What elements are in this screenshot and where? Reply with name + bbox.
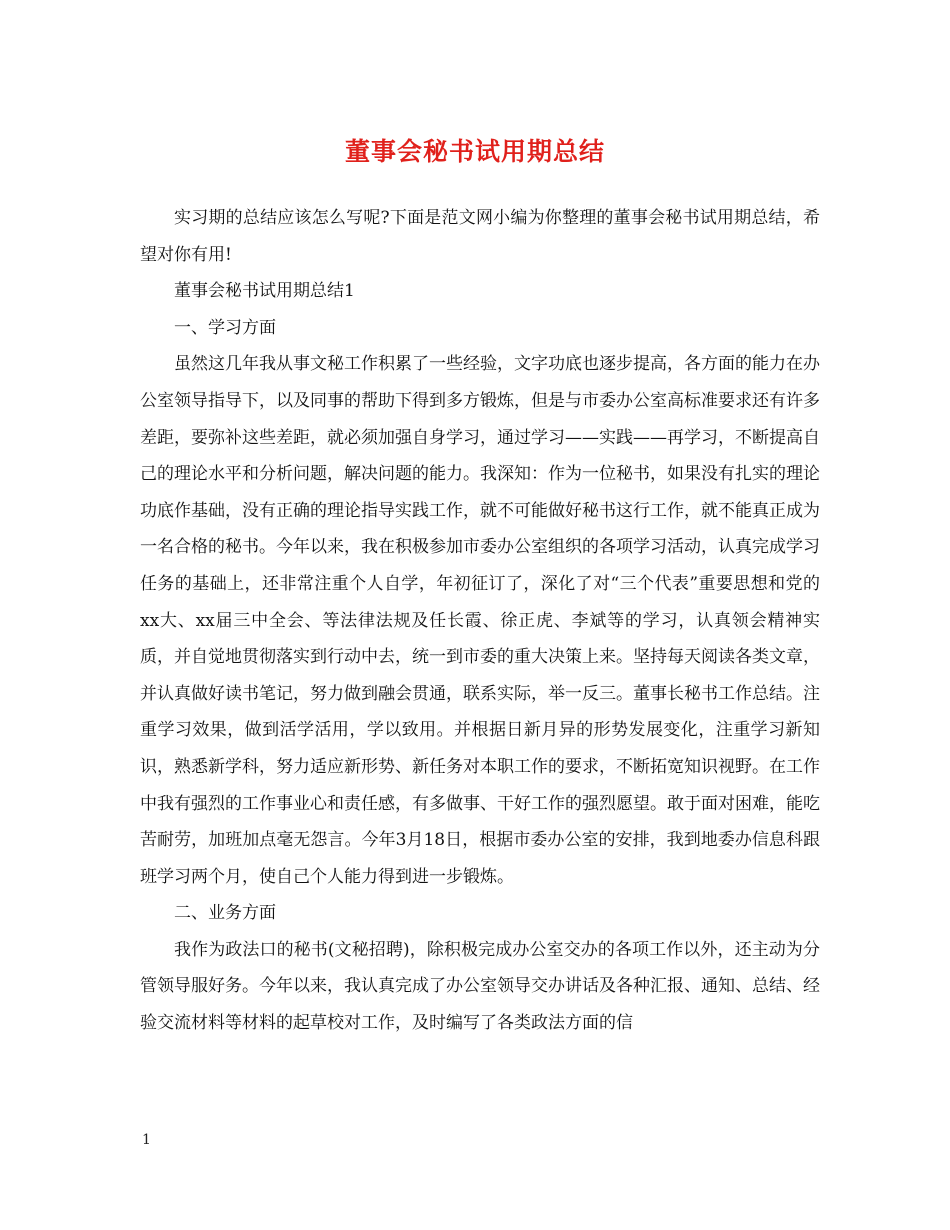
- subheading-business: 二、业务方面: [174, 903, 276, 924]
- paragraph-intro: 实习期的总结应该怎么写呢?下面是范文网小编为你整理的董事会秘书试用期总结，希望对你有用!: [140, 208, 820, 265]
- section-heading: 董事会秘书试用期总结1: [174, 281, 355, 302]
- document-title: 董事会秘书试用期总结: [344, 137, 605, 166]
- paragraph-business: 我作为政法口的秘书(文秘招聘)，除积极完成办公室交办的各项工作以外，还主动为分管领导服好务。今年以来，我认真完成了办公室领导交办讲话及各种汇报、通知、总结、经验交流材料等材料的起草校对工作，及时编写了各类政法方面的信: [140, 939, 820, 1034]
- subheading-study: 一、学习方面: [174, 317, 276, 338]
- paragraph-study: 虽然这几年我从事文秘工作积累了一些经验，文字功底也逐步提高，各方面的能力在办公室领导指导下，以及同事的帮助下得到多方锻炼，但是与市委办公室高标准要求还有许多差距，要弥补这些差距，就必须加强自身学习，通过学习——实践——再学习，不断提高自己的理论水平和分析问题，解决问题的能力。我深知：作为一位秘书，如果没有扎实的理论功底作基础，没有正确的理论指导实践工作，就不可能做好秘书这行工作，就不能真正成为一名合格的秘书。今年以来，我在积极参加市委办公室组织的各项学习活动，认真完成学习任务的基础上，还非常注重个人自学，年初征订了，深化了对“三个代表”重要思想和党的xx大、xx届三中全会、等法律法规及任长霞、徐正虎、李斌等的学习，认真领会精神实质，并自觉地贯彻落实到行动中去，统一到市委的重大决策上来。坚持每天阅读各类文章，并认真做好读书笔记，努力做到融会贯通，联系实际，举一反三。董事长秘书工作总结。注重学习效果，做到活学活用，学以致用。并根据日新月异的形势发展变化，注重学习新知识，熟悉新学科，努力适应新形势、新任务对本职工作的要求，不断拓宽知识视野。在工作中我有强烈的工作事业心和责任感，有多做事、干好工作的强烈愿望。敢于面对困难，能吃苦耐劳，加班加点毫无怨言。今年3月18日，根据市委办公室的安排，我到地委办信息科跟班学习两个月，使自己个人能力得到进一步锻炼。: [140, 354, 820, 887]
- page-number: 1: [142, 1132, 151, 1148]
- document-body: [140, 200, 820, 1042]
